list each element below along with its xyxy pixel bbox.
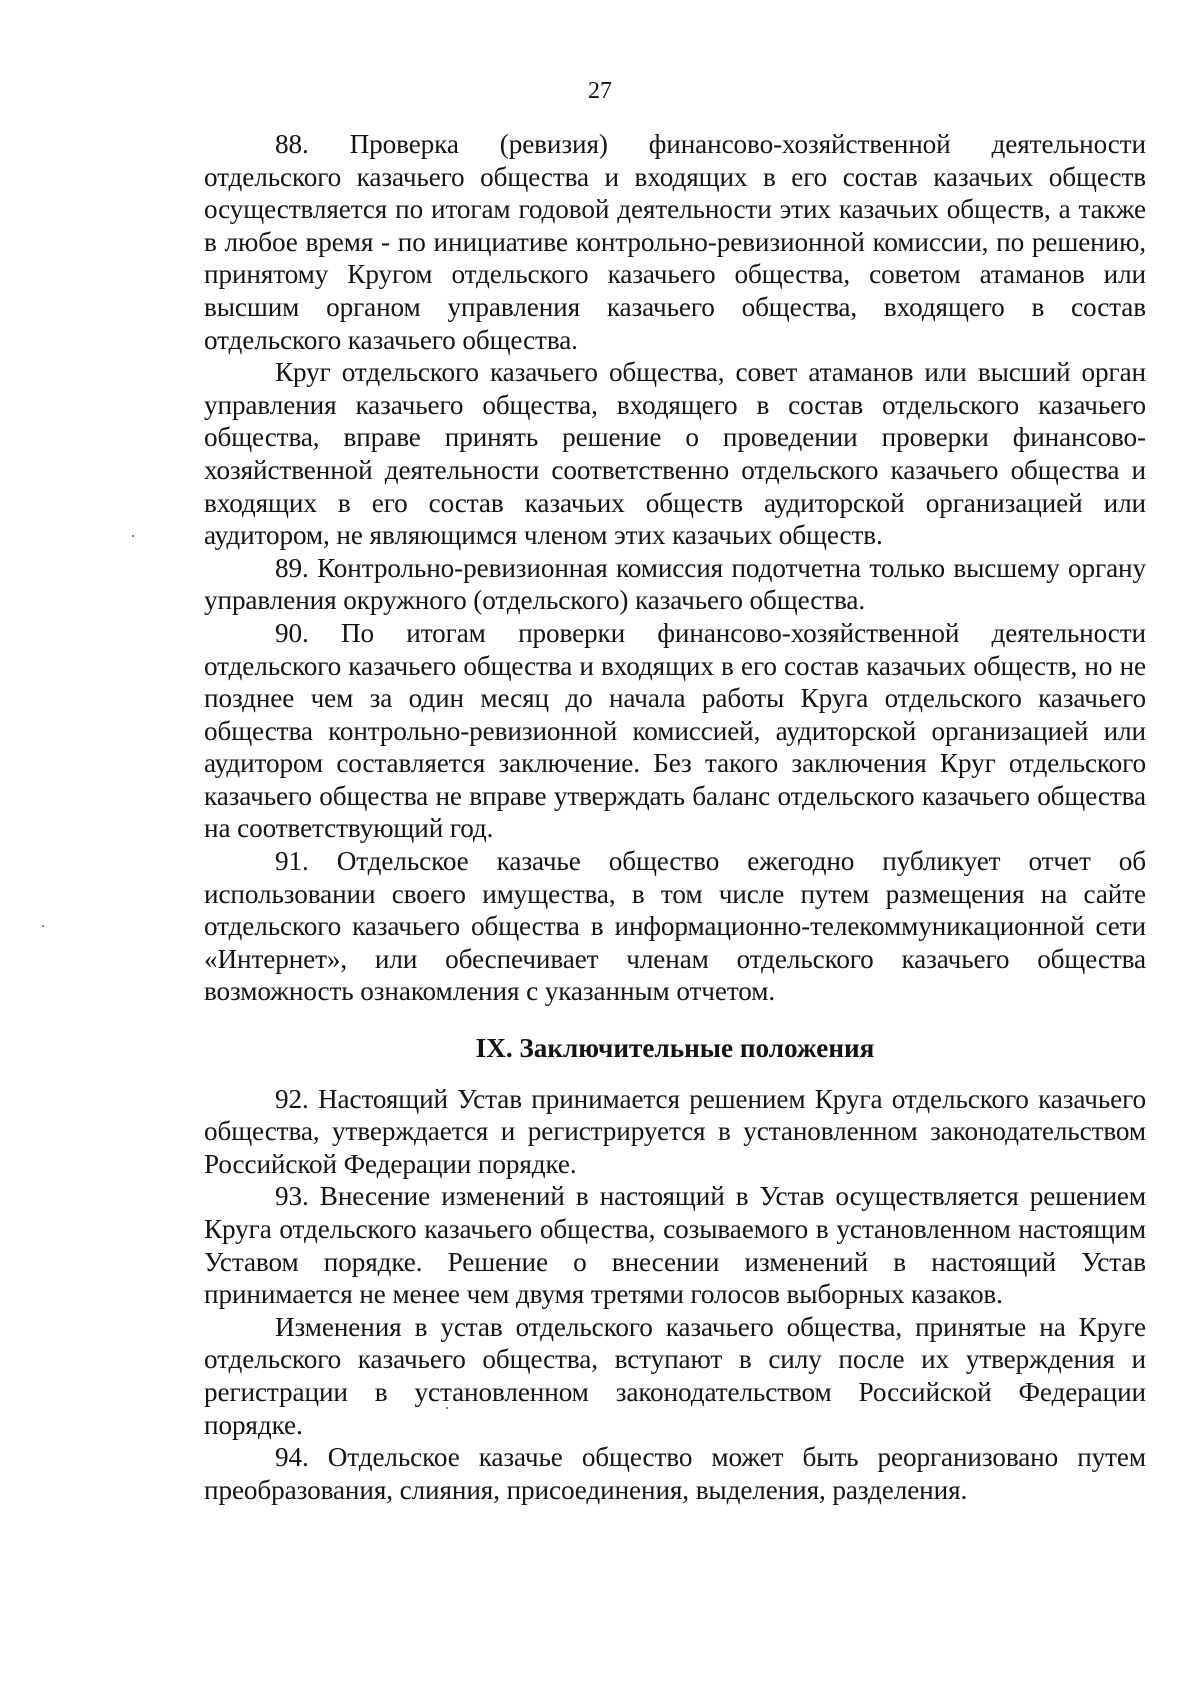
- section-heading: IX. Заключительные положения: [475, 1033, 875, 1064]
- scan-speck: [446, 1407, 448, 1409]
- paragraph-88-continued: Круг отдельского казачьего общества, совет атаманов или высший орган управления казачьего общества, входящего в состав отдельского казачьего общества, вправе принять решение о проведении проверки финансово-хозяйственной деятельности соответственно отдельского казачьего общества и входящих в его состав казачьих обществ аудиторской организацией или аудитором, не являющимся членом этих казачьих обществ.: [204, 357, 1146, 551]
- scan-speck: [42, 925, 44, 927]
- paragraph-88: 88. Проверка (ревизия) финансово-хозяйственной деятельности отдельского казачьего общества и входящих в его состав казачьих обществ осуществляется по итогам годовой деятельности этих казачьих обществ, а также в любое время - по инициативе контрольно-ревизионной комиссии, по решению, принятому Кругом отдельского казачьего общества, советом атаманов или высшим органом управления казачьего общества, входящего в состав отдельского казачьего общества.: [204, 129, 1146, 355]
- page-number: 27: [588, 78, 612, 104]
- paragraph-89: 89. Контрольно-ревизионная комиссия подотчетна только высшему органу управления окружного (отдельского) казачьего общества.: [204, 552, 1146, 616]
- paragraph-94: 94. Отдельское казачье общество может быть реорганизовано путем преобразования, слияния, присоединения, выделения, разделения.: [204, 1442, 1146, 1505]
- paragraph-92: 92. Настоящий Устав принимается решением Круга отдельского казачьего общества, утверждается и регистрируется в установленном законодательством Российской Федерации порядке.: [204, 1083, 1146, 1179]
- paragraph-90: 90. По итогам проверки финансово-хозяйственной деятельности отдельского казачьего общества и входящих в его состав казачьих обществ, но не позднее чем за один месяц до начала работы Круга отдельского казачьего общества контрольно-ревизионной комиссией, аудиторской организацией или аудитором составляется заключение. Без такого заключения Круг отдельского казачьего общества не вправе утверждать баланс отдельского казачьего общества на соответствующий год.: [204, 617, 1146, 844]
- paragraph-93-continued: Изменения в устав отдельского казачьего общества, принятые на Круге отдельского казачьего общества, вступают в силу после их утверждения и регистрации в установленном законодательством Российской Федерации порядке.: [204, 1311, 1146, 1440]
- paragraph-93: 93. Внесение изменений в настоящий в Устав осуществляется решением Круга отдельского казачьего общества, созываемого в установленном настоящим Уставом порядке. Решение о внесении изменений в настоящий Устав принимается не менее чем двумя третями голосов выборных казаков.: [204, 1181, 1146, 1310]
- document-body: [204, 128, 1146, 1506]
- paragraph-91: 91. Отдельское казачье общество ежегодно публикует отчет об использовании своего имущества, в том числе путем размещения на сайте отдельского казачьего общества в информационно-телекоммуникационной сети «Интернет», или обеспечивает членам отдельского казачьего общества возможность ознакомления с указанным отчетом.: [204, 846, 1146, 1007]
- scan-speck: [132, 535, 134, 537]
